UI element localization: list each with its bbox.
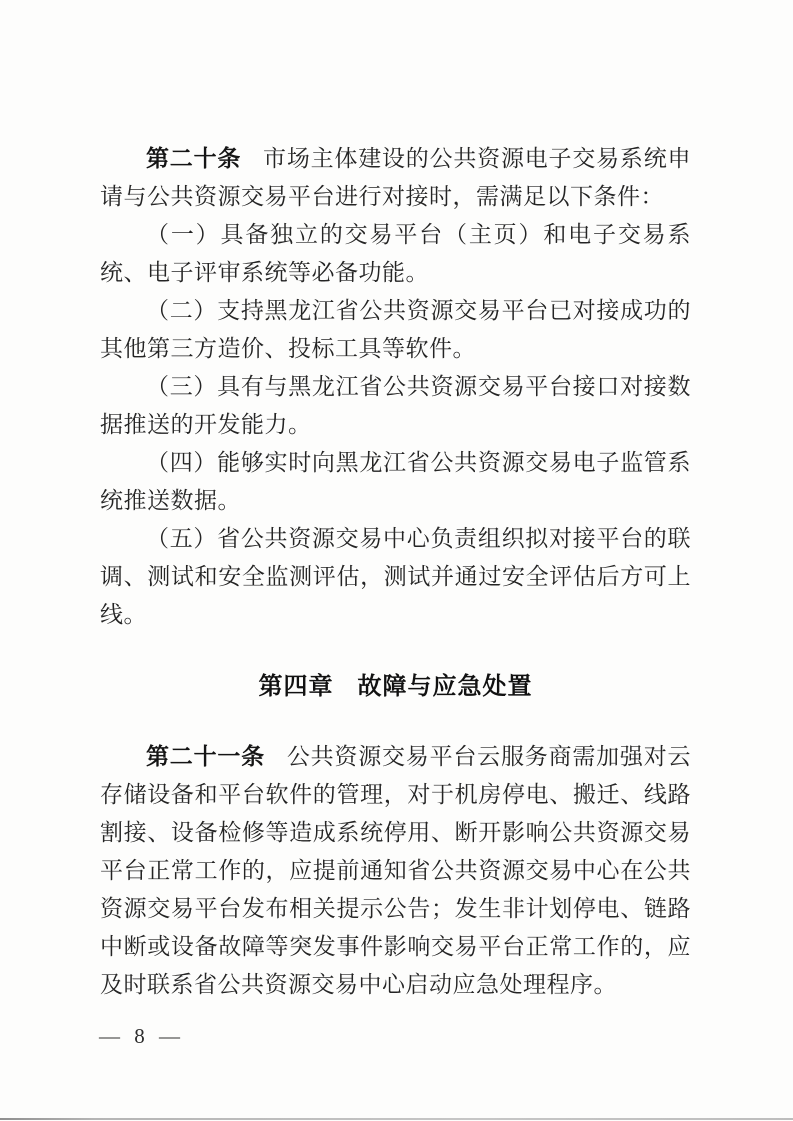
document-body: [100, 140, 691, 1004]
chapter-4-number: 第四章: [258, 673, 334, 700]
article-21-text: 公共资源交易平台云服务商需加强对云存储设备和平台软件的管理，对于机房停电、搬迁、线路割接、设备检修等造成系统停用、断开影响公共资源交易平台正常工作的，应提前通知省公共资源交易中心在公共资源交易平台发布相关提示公告；发生非计划停电、链路中断或设备故障等突发事件影响交易平台正常工作的，应及时联系省公共资源交易中心启动应急处理程序。: [100, 744, 692, 997]
article-20-item-1: （一）具备独立的交易平台（主页）和电子交易系统、电子评审系统等必备功能。: [100, 222, 691, 285]
scan-edge-line: [0, 1118, 793, 1120]
article-20-number: 第二十条: [146, 146, 242, 171]
chapter-4-heading: [100, 668, 691, 706]
article-20-item-2: （二）支持黑龙江省公共资源交易平台已对接成功的其他第三方造价、投标工具等软件。: [100, 298, 691, 361]
article-20-text: 市场主体建设的公共资源电子交易系统申请与公共资源交易平台进行对接时，需满足以下条件：: [100, 146, 692, 209]
chapter-4-title: 故障与应急处置: [357, 673, 533, 700]
article-20-paragraph: [100, 140, 691, 216]
article-20-item-5: （五）省公共资源交易中心负责组织拟对接平台的联调、测试和安全监测评估，测试并通过安全评估后方可上线。: [100, 526, 691, 627]
article-21-number: 第二十一条: [146, 744, 265, 769]
page-number: — 8 —: [99, 1024, 181, 1048]
article-20-item-3: （三）具有与黑龙江省公共资源交易平台接口对接数据推送的开发能力。: [100, 374, 691, 437]
article-20-item-4: （四）能够实时向黑龙江省公共资源交易电子监管系统推送数据。: [100, 450, 691, 513]
article-21-paragraph: [100, 738, 691, 1004]
